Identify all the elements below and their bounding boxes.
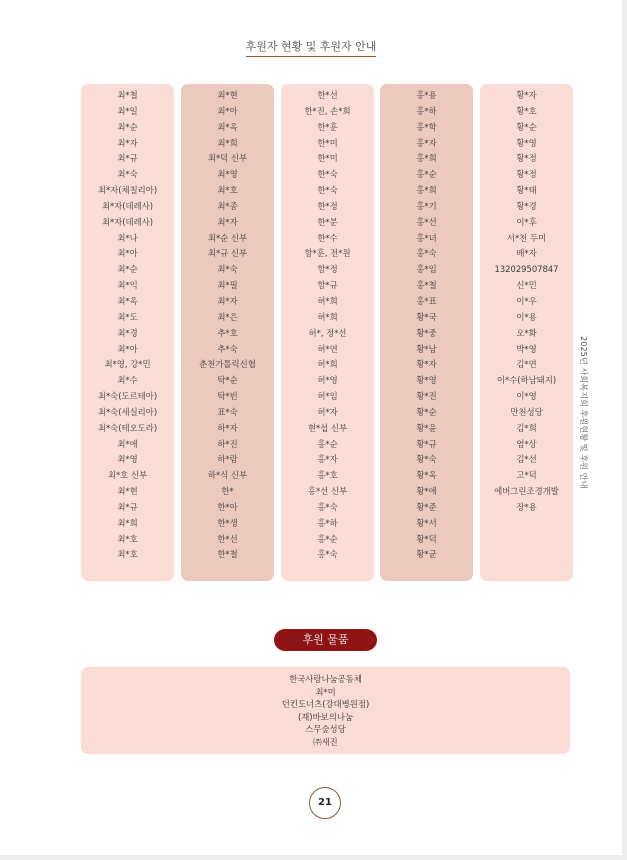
page-header-title: 후원자 현황 및 후원자 안내 bbox=[246, 38, 377, 57]
donor-name: 한*정 bbox=[317, 200, 338, 211]
donor-name: 최*호 bbox=[117, 549, 138, 560]
donor-name: 허*임 bbox=[317, 391, 338, 402]
donor-name: 황*윤 bbox=[416, 422, 437, 433]
donor-name: 최*경 bbox=[117, 327, 138, 338]
donor-name: 최*아 bbox=[117, 343, 138, 354]
donor-name: 이*후 bbox=[516, 216, 537, 227]
donor-name: 최*필 bbox=[217, 280, 238, 291]
donor-name: 황*정 bbox=[516, 153, 537, 164]
donor-columns bbox=[81, 84, 573, 581]
donor-name: 한*선 bbox=[317, 90, 338, 100]
donor-column-3 bbox=[281, 84, 374, 581]
donor-name: 홍*숙 bbox=[317, 501, 338, 512]
donor-name: 고*덕 bbox=[516, 470, 537, 481]
donor-name: 서*천 두미 bbox=[506, 232, 547, 243]
donor-name: 황*진 bbox=[416, 391, 437, 402]
donor-name: 한*생 bbox=[217, 517, 238, 528]
donor-name: 하*자 bbox=[217, 422, 238, 433]
donor-name: 황*정 bbox=[516, 169, 537, 180]
donor-name: 한*숙 bbox=[317, 169, 338, 180]
donor-name: 최*아 bbox=[217, 105, 238, 116]
donor-name: 허*희 bbox=[317, 295, 338, 306]
donor-name: 탁*빈 bbox=[217, 391, 238, 402]
donor-name: 황*준 bbox=[416, 501, 437, 512]
donor-name: 만천성당 bbox=[510, 406, 543, 417]
donor-name: 홍*호 bbox=[317, 470, 338, 481]
donor-name: 한* bbox=[221, 486, 234, 497]
donor-name: 홍*선 bbox=[416, 216, 437, 227]
donor-name: 홍*순 bbox=[317, 438, 338, 449]
donor-name: 최*숙 bbox=[117, 169, 138, 180]
donor-name: 황*균 bbox=[416, 549, 437, 560]
donor-name: 추*숙 bbox=[217, 343, 238, 354]
donor-name: 홍*순 bbox=[317, 533, 338, 544]
donor-name: 최*자(체칠리아) bbox=[97, 185, 158, 196]
donor-name: 현*섭 신부 bbox=[307, 422, 348, 433]
donor-name: 황*애 bbox=[416, 486, 437, 497]
donor-name: 홍*자 bbox=[317, 454, 338, 465]
donor-name: 홍*용 bbox=[416, 90, 437, 100]
donor-name: 최*영 bbox=[217, 169, 238, 180]
donor-name: 한*진, 손*희 bbox=[304, 105, 351, 116]
donor-name: 최*은 bbox=[217, 311, 238, 322]
donor-name: 오*화 bbox=[516, 327, 537, 338]
donor-name: 하*식 신부 bbox=[207, 470, 248, 481]
donor-name: 한*미 bbox=[317, 137, 338, 148]
donor-name: 최*도 bbox=[117, 311, 138, 322]
donor-name: 황*영 bbox=[516, 137, 537, 148]
donor-name: 최*호 신부 bbox=[107, 470, 148, 481]
donor-name: 표*숙 bbox=[217, 406, 238, 417]
donor-name: 허*희 bbox=[317, 311, 338, 322]
donor-name: 최*종 bbox=[217, 200, 238, 211]
donor-name: 함*규 bbox=[317, 280, 338, 291]
donor-name: 최*현 bbox=[217, 90, 238, 100]
goods-list bbox=[81, 667, 570, 754]
donor-column-2 bbox=[181, 84, 274, 581]
donor-name: 홍*자 bbox=[416, 137, 437, 148]
donor-name: 최*자(데레사) bbox=[101, 200, 154, 211]
donor-name: 최*현 bbox=[117, 486, 138, 497]
donor-name: 장*용 bbox=[516, 501, 537, 512]
donor-name: 황*자 bbox=[516, 90, 537, 100]
donor-name: 허*희 bbox=[317, 359, 338, 370]
donor-name: 이*용 bbox=[516, 311, 537, 322]
donor-column-4 bbox=[380, 84, 473, 581]
donor-name: 추*호 bbox=[217, 327, 238, 338]
donor-name: 황*경 bbox=[516, 200, 537, 211]
donor-name: 황*자 bbox=[416, 359, 437, 370]
donor-name: 황*규 bbox=[416, 438, 437, 449]
donor-name: 최*아 bbox=[117, 248, 138, 259]
donor-name: 한*숙 bbox=[317, 185, 338, 196]
donor-name: 탁*순 bbox=[217, 375, 238, 386]
donor-name: 최*자 bbox=[217, 216, 238, 227]
goods-item: (재)바보의나눔 bbox=[297, 711, 354, 722]
donor-name: 홍*하 bbox=[416, 105, 437, 116]
page-number: 21 bbox=[309, 787, 341, 819]
donor-name: 최*희 bbox=[117, 517, 138, 528]
goods-item: 최*미 bbox=[315, 686, 336, 697]
donor-name: 홍*하 bbox=[317, 517, 338, 528]
donor-name: 황*순 bbox=[516, 121, 537, 132]
donor-name: 황*국 bbox=[416, 311, 437, 322]
donor-name: 최*애 bbox=[117, 438, 138, 449]
donor-name: 최*호 bbox=[217, 185, 238, 196]
donor-name: 한*철 bbox=[217, 549, 238, 560]
donor-name: 최*익 bbox=[117, 280, 138, 291]
donor-name: 132029507847 bbox=[494, 264, 559, 275]
donor-name: 최*일 bbox=[117, 105, 138, 116]
goods-item: 스무숲성당 bbox=[305, 724, 346, 734]
donor-name: 한*미 bbox=[317, 153, 338, 164]
goods-section-title: 후원 물품 bbox=[274, 629, 377, 651]
donor-name: 홍*희 bbox=[416, 185, 437, 196]
donor-name: 홍*희 bbox=[416, 153, 437, 164]
donor-name: 한*아 bbox=[217, 501, 238, 512]
donor-name: 이*수(하남돼지) bbox=[496, 375, 557, 386]
donor-name: 최*규 신부 bbox=[207, 248, 248, 259]
donor-name: 최*순 bbox=[117, 121, 138, 132]
donor-name: 김*연 bbox=[516, 359, 537, 370]
donor-name: 이*영 bbox=[516, 391, 537, 402]
donor-name: 허*영 bbox=[317, 375, 338, 386]
donor-name: 최*숙(세실리아) bbox=[97, 406, 158, 417]
donor-name: 황*호 bbox=[516, 105, 537, 116]
donor-name: 황*중 bbox=[416, 327, 437, 338]
donor-name: 김*희 bbox=[516, 422, 537, 433]
donor-name: 홍*철 bbox=[416, 280, 437, 291]
donor-name: 홍*녀 bbox=[416, 232, 437, 243]
donor-name: 최*규 bbox=[117, 153, 138, 164]
donor-name: 황*영 bbox=[416, 375, 437, 386]
side-caption: 2025년 사회복지회 후원현황 및 후원 안내 bbox=[579, 336, 589, 489]
donor-name: 최*숙 bbox=[217, 264, 238, 275]
donor-name: 최*순 신부 bbox=[207, 232, 248, 243]
donor-name: 최*옥 bbox=[117, 295, 138, 306]
donor-name: 최*수 bbox=[117, 375, 138, 386]
donor-name: 허*연 bbox=[317, 343, 338, 354]
page-header bbox=[0, 38, 622, 57]
donor-name: 홍*표 bbox=[416, 295, 437, 306]
donor-name: 한*훈 bbox=[317, 121, 338, 132]
donor-name: 최*철 bbox=[117, 90, 138, 100]
donor-name: 최*순 bbox=[117, 264, 138, 275]
donor-name: 허*자 bbox=[317, 406, 338, 417]
donor-name: 홍*순 bbox=[416, 169, 437, 180]
donor-name: 함*훈, 전*원 bbox=[304, 248, 351, 259]
donor-name: 배*자 bbox=[516, 248, 537, 259]
donor-name: 한*수 bbox=[317, 232, 338, 243]
donor-name: 김*선 bbox=[516, 454, 537, 465]
donor-name: 춘천가톨릭신협 bbox=[199, 359, 256, 370]
donor-name: 홍*학 bbox=[416, 121, 437, 132]
donor-column-5 bbox=[480, 84, 573, 581]
donor-name: 최*옥 bbox=[217, 121, 238, 132]
donor-name: 황*남 bbox=[416, 343, 437, 354]
donor-name: 황*숙 bbox=[416, 454, 437, 465]
donor-name: 최*숙(도르테아) bbox=[97, 391, 158, 402]
donor-name: 황*순 bbox=[416, 406, 437, 417]
donor-column-1 bbox=[81, 84, 174, 581]
donor-name: 최*숙(테오도라) bbox=[97, 422, 158, 433]
donor-name: 이*우 bbox=[516, 295, 537, 306]
donor-name: 최*규 bbox=[117, 501, 138, 512]
donor-name: 최*희 bbox=[217, 137, 238, 148]
donor-name: 박*영 bbox=[516, 343, 537, 354]
donor-name: 최*나 bbox=[117, 232, 138, 243]
donor-name: 최*영 bbox=[117, 454, 138, 465]
donor-name: 황*덕 bbox=[416, 533, 437, 544]
donor-name: 엄*상 bbox=[516, 438, 537, 449]
donor-name: 최*영, 강*민 bbox=[104, 359, 151, 370]
goods-item: 한국사랑나눔공동체 bbox=[289, 674, 362, 684]
donor-name: 황*서 bbox=[416, 517, 437, 528]
donor-name: 하*람 bbox=[217, 454, 238, 465]
donor-name: 홍*숙 bbox=[317, 549, 338, 560]
donor-name: 한*분 bbox=[317, 216, 338, 227]
donor-name: 최*자(데레사) bbox=[101, 216, 154, 227]
donor-name: 하*진 bbox=[217, 438, 238, 449]
donor-name: 홍*임 bbox=[416, 264, 437, 275]
donor-name: 신*민 bbox=[516, 280, 537, 291]
donor-name: 허*, 정*선 bbox=[308, 327, 347, 338]
donor-name: 최*덕 신부 bbox=[207, 153, 248, 164]
donor-name: 홍*숙 bbox=[416, 248, 437, 259]
donor-name: 최*자 bbox=[117, 137, 138, 148]
donor-name: 홍*선 신부 bbox=[307, 486, 348, 497]
donor-name: 홍*기 bbox=[416, 200, 437, 211]
donor-name: 한*선 bbox=[217, 533, 238, 544]
donor-name: 최*호 bbox=[117, 533, 138, 544]
donor-name: 황*태 bbox=[516, 185, 537, 196]
donor-name: 황*옥 bbox=[416, 470, 437, 481]
donor-name: 함*정 bbox=[317, 264, 338, 275]
donor-name: 에버그린조경개발 bbox=[494, 486, 559, 497]
donor-name: 최*자 bbox=[217, 295, 238, 306]
goods-item: 던킨도너츠(강대병원점) bbox=[281, 699, 370, 709]
goods-item: ㈜새진 bbox=[313, 736, 338, 747]
